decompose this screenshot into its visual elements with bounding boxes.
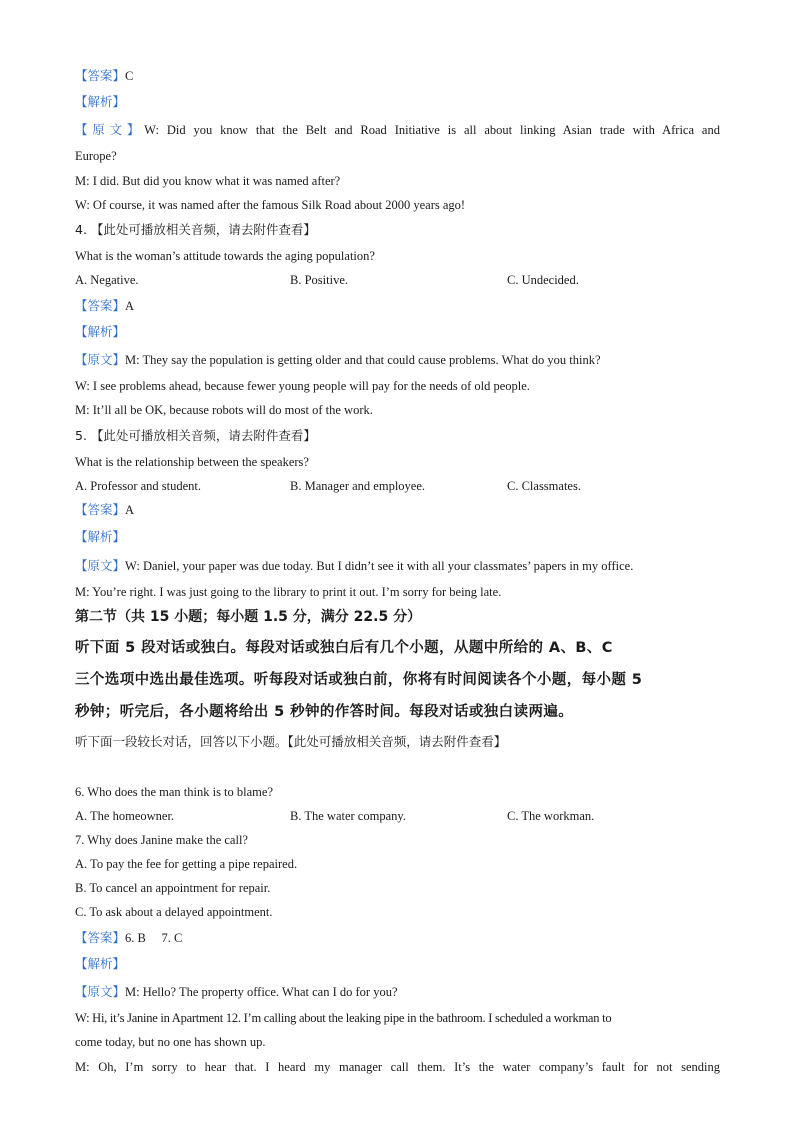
transcript-text: M: Hello? The property office. What can I do for you? <box>125 985 398 999</box>
answer-label: 【答案】 <box>75 502 126 517</box>
question-5-title: 5. 【此处可播放相关音频，请去附件查看】 <box>75 428 316 443</box>
section-heading: 第二节（共 15 小题；每小题 1.5 分，满分 22.5 分） <box>75 609 422 625</box>
analysis-label: 【解析】 <box>75 956 126 971</box>
analysis-label: 【解析】 <box>75 324 126 339</box>
transcript-line-6-3: come today, but no one has shown up. <box>75 1035 266 1049</box>
transcript-line-4-2: W: I see problems ahead, because fewer young people will pay for the needs of old people. <box>75 379 530 393</box>
transcript-text: W: Daniel, your paper was due today. But I didn’t see it with all your classmates’ papers in my office. <box>125 559 634 573</box>
analysis-label: 【解析】 <box>75 529 126 544</box>
answer-line-5 <box>75 502 720 518</box>
answer-value: 6. B 7. C <box>125 931 183 945</box>
question-5-option-a: A. Professor and student. <box>75 479 202 493</box>
question-6-option-b: B. The water company. <box>290 809 406 823</box>
question-6-option-c: C. The workman. <box>507 809 595 823</box>
transcript-label: 【原文】 <box>75 984 126 999</box>
question-7-option-a: A. To pay the fee for getting a pipe repaired. <box>75 857 298 871</box>
question-6-text: 6. Who does the man think is to blame? <box>75 785 273 799</box>
section-instruction-2: 三个选项中选出最佳选项。听每段对话或独白前，你将有时间阅读各个小题，每小题 5 <box>75 672 643 688</box>
analysis-line-4 <box>75 324 720 340</box>
transcript-text: M: They say the population is getting older and that could cause problems. What do you think? <box>125 353 601 367</box>
question-7-text: 7. Why does Janine make the call? <box>75 833 248 847</box>
question-4-option-c: C. Undecided. <box>507 273 579 287</box>
question-4-option-b: B. Positive. <box>290 273 348 287</box>
transcript-line-5-2: M: You’re right. I was just going to the library to print it out. I’m sorry for being late. <box>75 585 502 599</box>
answer-value: A <box>125 503 135 517</box>
transcript-line-3-2: Europe? <box>75 149 117 163</box>
analysis-line-3 <box>75 94 720 110</box>
question-5-option-c: C. Classmates. <box>507 479 581 493</box>
section-sub-instruction: 听下面一段较长对话，回答以下小题。【此处可播放相关音频，请去附件查看】 <box>75 734 507 749</box>
transcript-label: 【原文】 <box>75 558 126 573</box>
question-4-option-a: A. Negative. <box>75 273 139 287</box>
transcript-text: W: Did you know that the Belt and Road Initiative is all about linking Asian trade with Africa and <box>144 123 720 137</box>
transcript-line-4-3: M: It’ll all be OK, because robots will do most of the work. <box>75 403 373 417</box>
transcript-line-6-1 <box>75 984 720 1000</box>
answer-label: 【答案】 <box>75 68 126 83</box>
answer-label: 【答案】 <box>75 930 126 945</box>
section-instruction-1: 听下面 5 段对话或独白。每段对话或独白后有几个小题，从题中所给的 A、B、C <box>75 640 613 656</box>
transcript-line-6-2: W: Hi, it’s Janine in Apartment 12. I’m calling about the leaking pipe in the bathroom. I scheduled a workman to <box>75 1011 612 1025</box>
transcript-label: 【原文】 <box>75 352 126 367</box>
answer-label: 【答案】 <box>75 298 126 313</box>
question-7-option-b: B. To cancel an appointment for repair. <box>75 881 271 895</box>
analysis-label: 【解析】 <box>75 94 126 109</box>
transcript-line-3-1 <box>75 122 720 138</box>
analysis-line-5 <box>75 529 720 545</box>
question-4-text: What is the woman’s attitude towards the aging population? <box>75 249 375 263</box>
section-instruction-3: 秒钟；听完后，各小题将给出 5 秒钟的作答时间。每段对话或独白读两遍。 <box>75 704 574 720</box>
question-5-option-b: B. Manager and employee. <box>290 479 426 493</box>
transcript-line-6-4: M: Oh, I’m sorry to hear that. I heard my manager call them. It’s the water company’s fault for not sending <box>75 1060 720 1074</box>
answer-line-6-7 <box>75 930 720 946</box>
transcript-line-3-3: M: I did. But did you know what it was named after? <box>75 174 341 188</box>
answer-value: A <box>125 299 135 313</box>
transcript-line-5-1 <box>75 558 720 574</box>
question-7-option-c: C. To ask about a delayed appointment. <box>75 905 273 919</box>
answer-line-4 <box>75 298 720 314</box>
analysis-line-6-7 <box>75 956 720 972</box>
transcript-line-4-1 <box>75 352 720 368</box>
answer-line-3 <box>75 68 720 84</box>
answer-value: C <box>125 69 134 83</box>
question-4-title: 4. 【此处可播放相关音频，请去附件查看】 <box>75 222 316 237</box>
transcript-label: 【原文】 <box>75 122 145 137</box>
transcript-line-3-4: W: Of course, it was named after the famous Silk Road about 2000 years ago! <box>75 198 466 212</box>
question-6-option-a: A. The homeowner. <box>75 809 175 823</box>
question-5-text: What is the relationship between the speakers? <box>75 455 309 469</box>
